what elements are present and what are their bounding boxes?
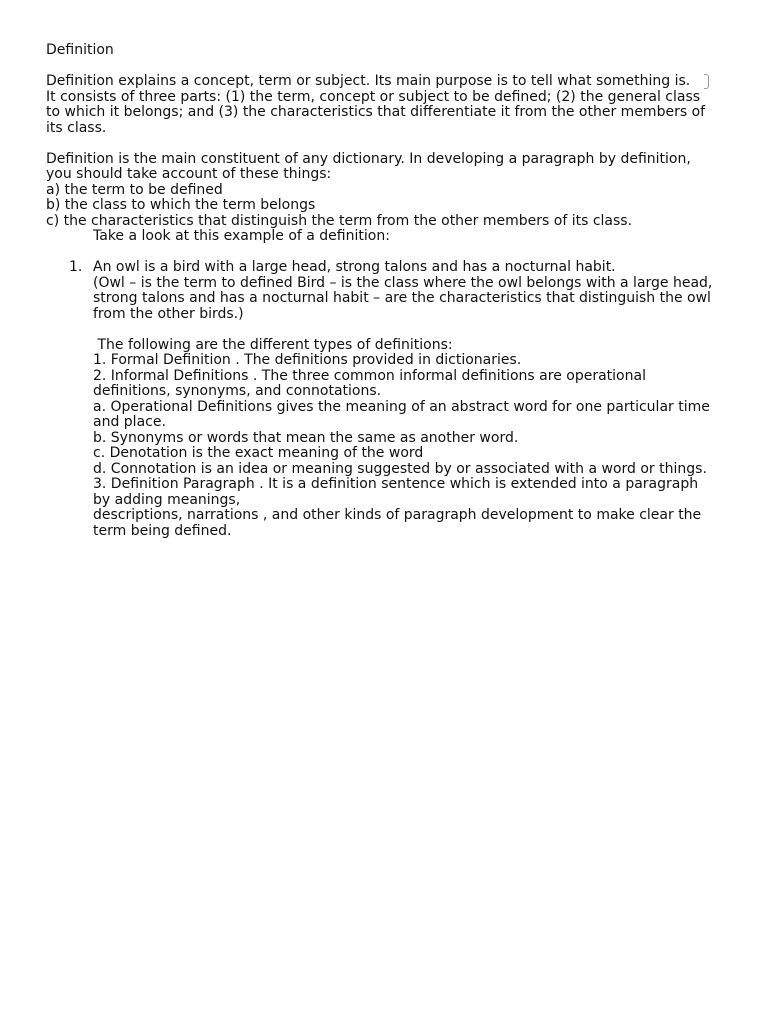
types-item: and place. <box>93 414 166 430</box>
intro-line: its class. <box>46 119 107 136</box>
spacer <box>46 322 726 338</box>
example-list-item <box>46 260 726 322</box>
list-item: b) the class to which the term belongs <box>46 197 316 213</box>
list-item: a) the term to be defined <box>46 181 223 198</box>
spacer <box>46 245 726 261</box>
dictionary-paragraph <box>46 152 726 245</box>
types-item: d. Connotation is an idea or meaning suggested by or associated with a word or things. <box>93 460 707 477</box>
types-item: 2. Informal Definitions . The three common informal definitions are operational <box>93 367 646 384</box>
example-line: (Owl – is the term to defined Bird – is the class where the owl belongs with a large head, <box>93 274 713 291</box>
dictionary-line: you should take account of these things: <box>46 166 332 182</box>
example-line: strong talons and has a nocturnal habit – are the characteristics that distinguish the owl <box>93 290 711 306</box>
types-item: term being defined. <box>93 522 232 539</box>
intro-line: to which it belongs; and (3) the characteristics that differentiate it from the other members of <box>46 104 706 120</box>
types-item: 1. Formal Definition . The definitions provided in dictionaries. <box>93 352 522 368</box>
types-lead: The following are the different types of definitions: <box>93 336 453 353</box>
intro-paragraph <box>46 74 726 136</box>
document-page <box>46 43 726 539</box>
example-line: from the other birds.) <box>93 305 244 322</box>
spacer <box>46 136 726 152</box>
types-item: c. Denotation is the exact meaning of the word <box>93 445 424 461</box>
types-item: 3. Definition Paragraph . It is a definition sentence which is extended into a paragraph <box>93 476 699 492</box>
list-item: c) the characteristics that distinguish the term from the other members of its class. <box>46 212 633 229</box>
example-lead: Take a look at this example of a definition: <box>93 228 390 244</box>
bracket-mark-icon <box>704 74 709 89</box>
types-item: by adding meanings, <box>93 491 241 508</box>
intro-line: It consists of three parts: (1) the term, concept or subject to be defined; (2) the general class <box>46 88 701 105</box>
document-heading: Definition <box>46 42 114 58</box>
definition-types-block <box>46 338 726 540</box>
types-item: b. Synonyms or words that mean the same as another word. <box>93 429 519 446</box>
types-item: definitions, synonyms, and connotations. <box>93 383 382 399</box>
types-item: a. Operational Definitions gives the meaning of an abstract word for one particular time <box>93 398 710 415</box>
example-line: An owl is a bird with a large head, strong talons and has a nocturnal habit. <box>93 259 616 275</box>
types-item: descriptions, narrations , and other kinds of paragraph development to make clear the <box>93 507 702 523</box>
intro-line: Definition explains a concept, term or subject. Its main purpose is to tell what something is. <box>46 73 691 89</box>
spacer <box>46 59 726 75</box>
dictionary-line: Definition is the main constituent of any dictionary. In developing a paragraph by definition, <box>46 150 691 167</box>
list-number: 1. <box>69 259 83 275</box>
